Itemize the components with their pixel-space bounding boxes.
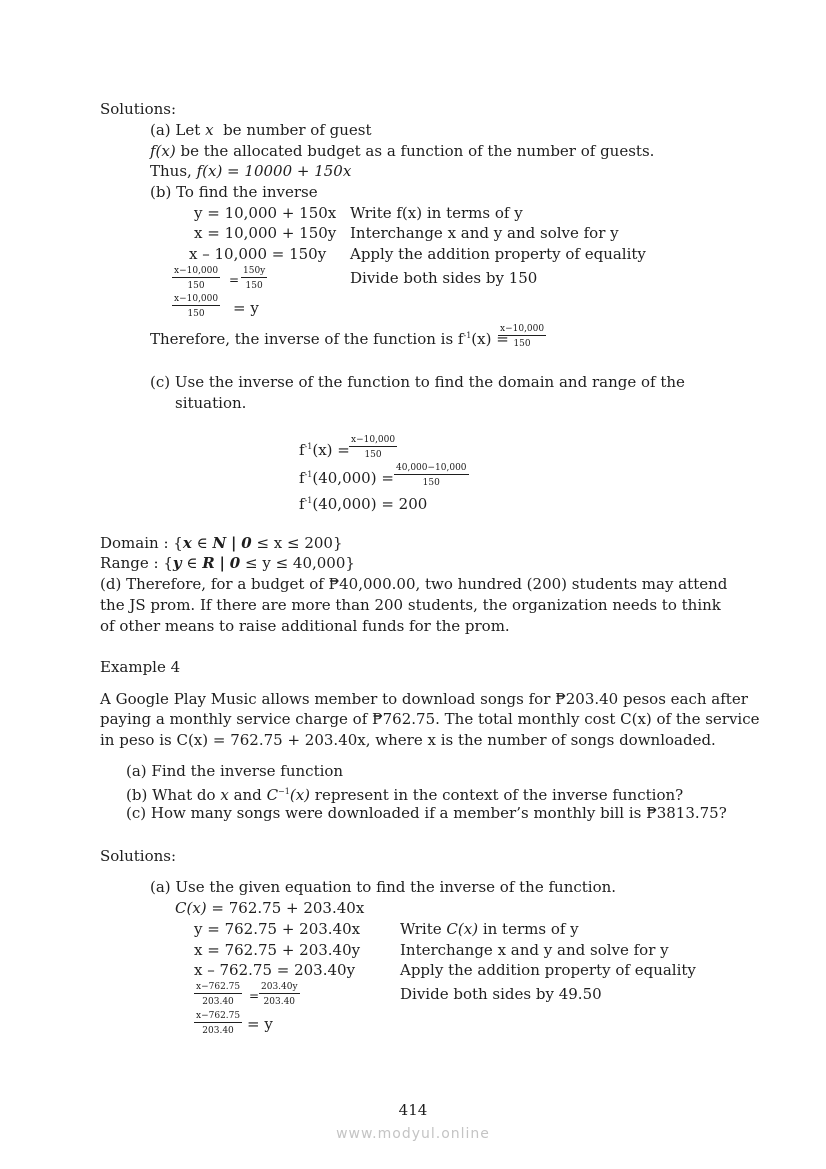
equation-lhs: y = 762.75 + 203.40x xyxy=(194,920,361,938)
equation-lhs: y = 10,000 + 150x xyxy=(194,204,337,222)
equation-lhs: x – 10,000 = 150y xyxy=(189,245,327,263)
equation-lhs: x – 762.75 = 203.40y xyxy=(194,961,356,979)
inverse-eval: $f^{-1}(x)$ = xyxy=(299,441,350,459)
part-d-line-1: (d) Therefore, for a budget of ₱40,000.00, two hundred (200) students may attend xyxy=(100,575,728,593)
example-paragraph-line: A Google Play Music allows member to download songs for ₱203.40 pesos each after xyxy=(100,690,748,708)
equation-tail: = y xyxy=(247,1015,273,1033)
part-a-line-2: f(x) be the allocated budget as a function of the number of guests. xyxy=(150,142,655,160)
equation-lhs: x = 762.75 + 203.40y xyxy=(194,941,361,959)
equation-note: Apply the addition property of equality xyxy=(400,961,696,979)
part-a-line-3: Thus, f(x) = 10000 + 150x xyxy=(150,162,352,180)
fraction: $\frac{x-10,000}{150}$ xyxy=(351,435,396,460)
fraction: $\frac{203.40y}{203.40}$ xyxy=(261,982,298,1007)
question-c: (c) How many songs were downloaded if a member’s monthly bill is ₱3813.75? xyxy=(126,804,727,822)
example-paragraph-line: paying a monthly service charge of ₱762.75. The total monthly cost C(x) of the service xyxy=(100,710,760,728)
part-a-line-1: (a) Let x be number of guest xyxy=(150,121,372,139)
inverse-eval: $f^{-1}(40,000)$ = xyxy=(299,469,394,487)
watermark: www.modyul.online xyxy=(336,1126,490,1142)
part-c-line-1: (c) Use the inverse of the function to find the domain and range of the xyxy=(150,373,685,391)
fraction: $\frac{x-762.75}{203.40}$ xyxy=(196,1011,241,1036)
question-b: (b) What do x and $C^{-1}(x)$ represent in the context of the inverse function? xyxy=(126,786,684,804)
inverse-statement: Therefore, the inverse of the function is $f^{-1}(x)$ = xyxy=(150,330,509,348)
equation-note: Write C(x) in terms of y xyxy=(400,920,579,938)
fraction: $\frac{x-762.75}{203.40}$ xyxy=(196,982,241,1007)
equals-sign: = xyxy=(249,989,260,1003)
equation-tail: = y xyxy=(233,299,259,317)
equation-lhs: x = 10,000 + 150y xyxy=(194,224,337,242)
part-c-line-2: situation. xyxy=(175,394,247,412)
equals-sign: = xyxy=(229,273,240,287)
equation-note: Divide both sides by 49.50 xyxy=(400,985,602,1003)
part-b-heading: (b) To find the inverse xyxy=(150,183,318,201)
equation-note: Divide both sides by 150 xyxy=(350,269,538,287)
fraction: $\frac{x-10,000}{150}$ xyxy=(174,266,219,291)
example-paragraph-line: in peso is C(x) = 762.75 + 203.40x, where x is the number of songs downloaded. xyxy=(100,731,716,749)
part-a-heading: (a) Use the given equation to find the inverse of the function. xyxy=(150,878,617,896)
fraction: $\frac{150y}{150}$ xyxy=(243,266,266,291)
example-title: Example 4 xyxy=(100,658,181,676)
cost-function: C(x) = 762.75 + 203.40x xyxy=(175,899,365,917)
question-a: (a) Find the inverse function xyxy=(126,762,344,780)
equation-note: Interchange x and y and solve for y xyxy=(400,941,669,959)
fraction: $\frac{x-10,000}{150}$ xyxy=(174,294,219,319)
page-number: 414 xyxy=(398,1101,428,1119)
equation-note: Apply the addition property of equality xyxy=(350,245,646,263)
equation-note: Write f(x) in terms of y xyxy=(350,204,523,222)
inverse-eval: $f^{-1}(40,000) = 200$ xyxy=(299,495,428,513)
part-d-line-3: of other means to raise additional funds for the prom. xyxy=(100,617,510,635)
domain-line: Domain : {x ∈ N | 0 ≤ x ≤ 200} xyxy=(100,534,343,552)
solutions-heading: Solutions: xyxy=(100,100,177,118)
solutions-heading: Solutions: xyxy=(100,847,177,865)
fraction: $\frac{40,000-10,000}{150}$ xyxy=(396,463,467,488)
equation-note: Interchange x and y and solve for y xyxy=(350,224,619,242)
part-d-line-2: the JS prom. If there are more than 200 students, the organization needs to think xyxy=(100,596,721,614)
range-line: Range : {y ∈ R | 0 ≤ y ≤ 40,000} xyxy=(100,554,355,572)
fraction: $\frac{x-10,000}{150}$ xyxy=(500,324,545,349)
